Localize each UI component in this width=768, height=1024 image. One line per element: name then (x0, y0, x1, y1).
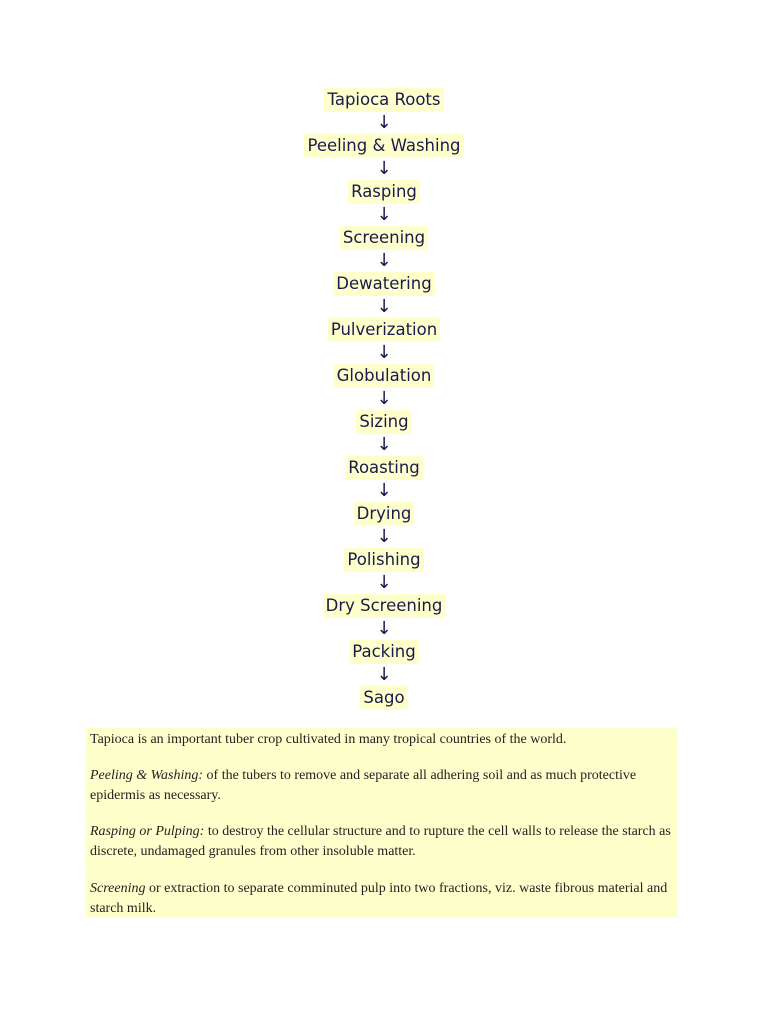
screening-text: or extraction to separate comminuted pulp into two fractions, viz. waste fibrous material and starch milk. (90, 881, 668, 916)
description-box (86, 728, 678, 918)
down-arrow-icon: ↓ (376, 480, 392, 501)
down-arrow-icon: ↓ (376, 296, 392, 317)
down-arrow-icon: ↓ (376, 526, 392, 547)
intro-paragraph: Tapioca is an important tuber crop cultivated in many tropical countries of the world. (90, 732, 567, 747)
rasping-text: to destroy the cellular structure and to rupture the cell walls to release the starch as discrete, undamaged granules from other insoluble matter. (90, 824, 671, 859)
down-arrow-icon: ↓ (376, 664, 392, 685)
process-flowchart (0, 88, 768, 710)
step-screening: Screening (340, 226, 428, 250)
screening-paragraph (90, 879, 674, 919)
peeling-paragraph (90, 766, 674, 806)
peeling-term: Peeling & Washing: (90, 768, 204, 783)
step-packing: Packing (349, 640, 418, 664)
step-dewatering: Dewatering (333, 272, 434, 296)
step-globulation: Globulation (334, 364, 435, 388)
down-arrow-icon: ↓ (376, 250, 392, 271)
down-arrow-icon: ↓ (376, 434, 392, 455)
down-arrow-icon: ↓ (376, 572, 392, 593)
step-dry-screening: Dry Screening (323, 594, 446, 618)
screening-term: Screening (90, 881, 146, 896)
step-pulverization: Pulverization (328, 318, 440, 342)
rasping-term: Rasping or Pulping: (90, 824, 205, 839)
step-polishing: Polishing (344, 548, 423, 572)
down-arrow-icon: ↓ (376, 112, 392, 133)
peeling-text: of the tubers to remove and separate all adhering soil and as much protective epidermis as necessary. (90, 768, 637, 803)
down-arrow-icon: ↓ (376, 618, 392, 639)
step-roasting: Roasting (345, 456, 423, 480)
step-drying: Drying (354, 502, 415, 526)
step-peeling-washing: Peeling & Washing (304, 134, 463, 158)
step-tapioca-roots: Tapioca Roots (324, 88, 443, 112)
step-sago: Sago (360, 686, 407, 710)
rasping-paragraph (90, 822, 674, 862)
step-sizing: Sizing (356, 410, 411, 434)
down-arrow-icon: ↓ (376, 158, 392, 179)
down-arrow-icon: ↓ (376, 204, 392, 225)
step-rasping: Rasping (348, 180, 420, 204)
down-arrow-icon: ↓ (376, 388, 392, 409)
down-arrow-icon: ↓ (376, 342, 392, 363)
